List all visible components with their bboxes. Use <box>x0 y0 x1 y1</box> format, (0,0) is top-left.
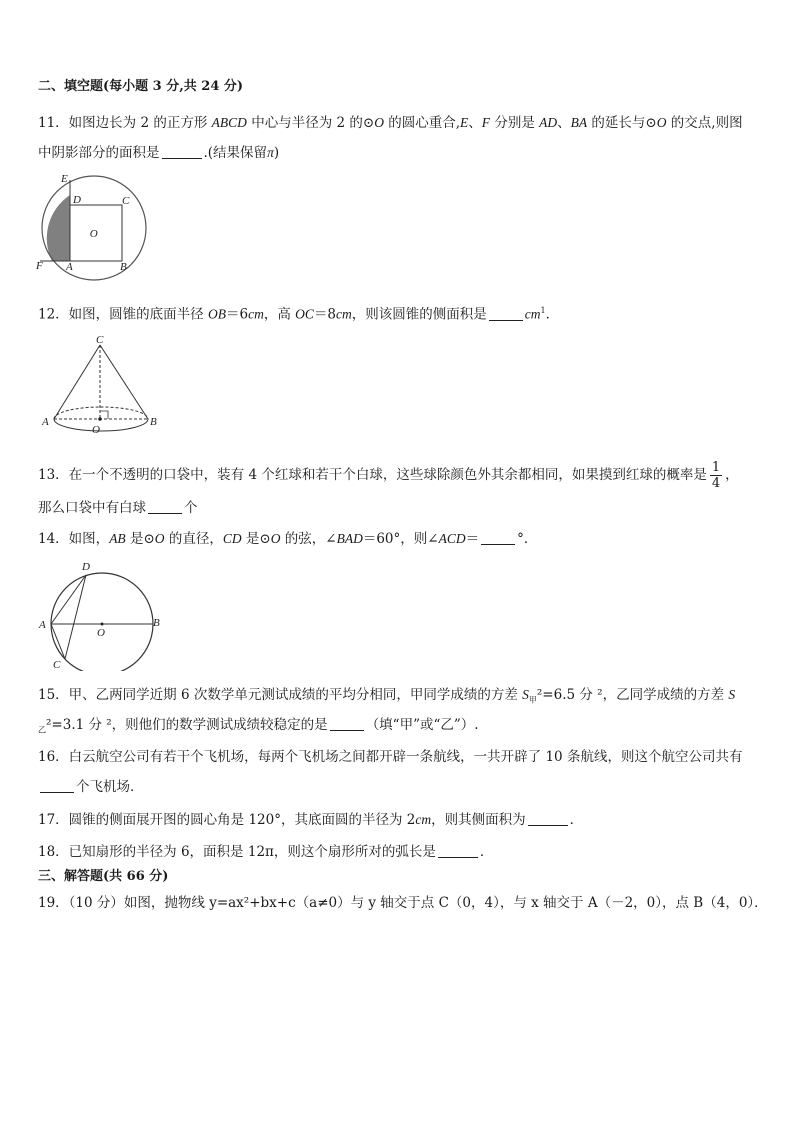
question-16-line-1: 16．白云航空公司有若干个飞机场，每两个飞机场之间都开辟一条航线，一共开辟了 10 条航线，则这个航空公司共有 <box>38 749 743 765</box>
figure-q11-square-circle <box>32 170 157 300</box>
label-o: O <box>92 424 100 436</box>
question-17: 17．圆锥的侧面展开图的圆心角是 120°，其底面圆的半径为 2cm，则其侧面积为 ． <box>38 812 584 828</box>
answer-blank[interactable] <box>481 530 515 545</box>
answer-blank[interactable] <box>148 499 182 514</box>
label-a: A <box>66 261 73 273</box>
question-15-line-2: $_乙$²=3.1 分 ²，则他们的数学测试成绩较稳定的是 （填“甲”或“乙”）. <box>38 717 479 735</box>
label-b: B <box>150 416 157 428</box>
point-o <box>101 623 104 626</box>
chord-ac <box>51 624 65 659</box>
label-d: D <box>82 561 90 573</box>
figure-q14-circle <box>36 556 166 671</box>
cone-side-left <box>54 345 100 419</box>
shaded-region <box>47 195 70 261</box>
chord-ad <box>51 575 86 624</box>
label-a: A <box>39 619 46 631</box>
base-front-arc <box>54 419 148 431</box>
answer-blank[interactable] <box>438 843 478 858</box>
question-11-line-2: 中阴影部分的面积是 .(结果保留π) <box>38 145 280 161</box>
label-f: F <box>36 260 43 272</box>
label-a: A <box>42 416 49 428</box>
label-b: B <box>120 261 127 273</box>
label-d: D <box>73 194 81 206</box>
answer-blank[interactable] <box>162 144 202 159</box>
answer-blank[interactable] <box>40 778 74 793</box>
question-14: 14．如图，AB 是⊙O 的直径，CD 是⊙O 的弦，∠BAD＝60°，则∠ACD＝ °． <box>38 531 538 547</box>
question-13-line-2: 那么口袋中有白球 个 <box>38 500 198 516</box>
label-o: O <box>97 627 105 639</box>
label-e: E <box>61 173 68 185</box>
question-15-line-1: 15．甲、乙两同学近期 6 次数学单元测试成绩的平均分相同，甲同学成绩的方差 $S_甲^2=6.5$ 分 ²，乙同学成绩的方差 S <box>38 687 736 705</box>
question-19: 19．（10 分）如图，抛物线 y=ax²+bx+c（a≠0）与 y 轴交于点 C（0，4），与 x 轴交于 A（－2，0），点 B（4，0）． <box>38 895 768 911</box>
cone-side-right <box>100 345 148 419</box>
question-11-line-1: 11．如图边长为 2 的正方形 ABCD 中心与半径为 2 的⊙O 的圆心重合,E、F 分别是 AD、BA 的延长与⊙O 的交点,则图 <box>38 115 743 131</box>
question-12: 12．如图，圆锥的底面半径 OB＝6cm，高 OC＝8cm，则该圆锥的侧面积是 $cm^1$． <box>38 306 560 323</box>
figure-q12-cone <box>38 333 168 438</box>
point-o <box>98 417 102 421</box>
fraction-one-quarter: $\frac{1}{4}$ <box>711 460 721 491</box>
label-c: C <box>122 195 130 207</box>
label-c: C <box>53 659 61 671</box>
answer-blank[interactable] <box>489 306 523 321</box>
question-13-line-1: 13．在一个不透明的口袋中，装有 4 个红球和若干个白球，这些球除颜色外其余都相同，如果摸到红球的概率是 $\frac{1}{4}$ ， <box>38 460 739 491</box>
section-title-solve: 三、解答题(共 66 分) <box>38 869 169 884</box>
circle-o <box>51 573 153 671</box>
label-o: O <box>90 227 98 239</box>
chord-cd <box>65 575 86 659</box>
label-c: C <box>96 334 104 346</box>
base-back-arc <box>54 407 148 419</box>
question-16-line-2: 个飞机场． <box>38 776 760 798</box>
label-b: B <box>153 617 160 629</box>
answer-blank[interactable] <box>528 811 568 826</box>
section-title-fill-blank: 二、填空题(每小题 3 分,共 24 分) <box>38 79 244 94</box>
question-18: 18．已知扇形的半径为 6，面积是 12π，则这个扇形所对的弧长是 ． <box>38 844 494 860</box>
answer-blank[interactable] <box>330 716 364 731</box>
